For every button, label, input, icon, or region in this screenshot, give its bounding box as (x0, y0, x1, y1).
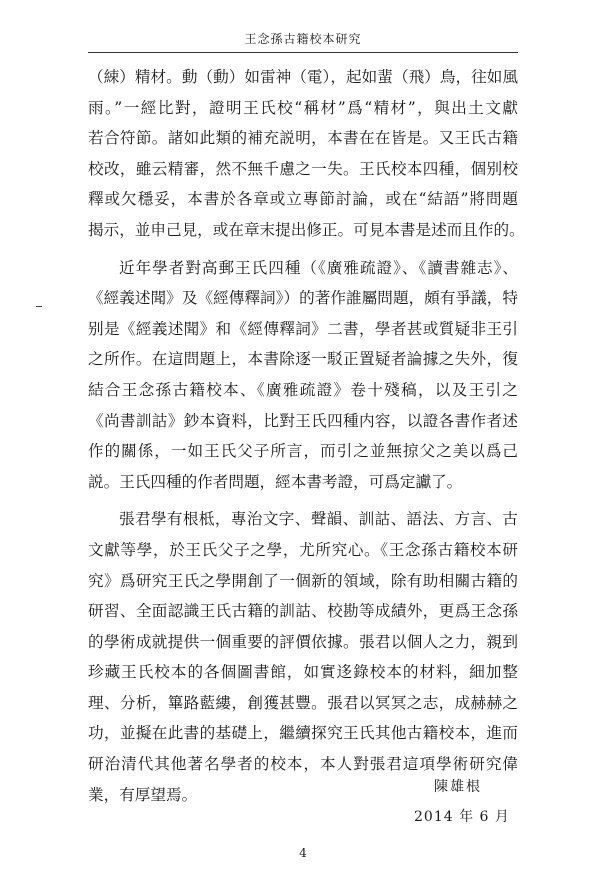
text-line: 《經義述聞》及《經傳釋詞》）的著作誰屬問題，頗有爭議，特 (88, 289, 518, 308)
text-line: 研習、全面認識王氏古籍的訓詁、校勘等成績外，更爲王念孫 (88, 602, 518, 621)
text-line: 業，有厚望焉。 (88, 785, 198, 804)
text-line: 究》爲研究王氏之學開創了一個新的領域，除有助相關古籍的 (88, 571, 518, 590)
text-line: 雨。”一經比對，證明王氏校“稱材”爲“精材”，與出土文獻 (88, 98, 518, 117)
text-line: 珍藏王氏校本的各個圖書館，如實迻錄校本的材料，細加整 (88, 663, 518, 682)
text-line: 張君學有根柢，專治文字、聲韻、訓詁、語法、方言、古 (119, 510, 518, 529)
text-line: 别是《經義述聞》和《經傳釋詞》二書，學者甚或質疑非王引 (88, 319, 518, 338)
body-text (88, 62, 525, 817)
text-line: （綀）精材。動（動）如雷神（電），起如蜚（飛）鳥，往如風 (88, 68, 518, 86)
text-line: 功，並擬在此書的基礎上，繼續探究王氏其他古籍校本，進而 (88, 724, 518, 743)
text-line: 若合符節。諸如此類的補充説明，本書在在皆是。又王氏古籍 (88, 129, 518, 148)
text-line: 之所作。在這問題上，本書除逐一駁正置疑者論據之失外，復 (88, 350, 518, 369)
text-line: 揭示，並申己見，或在章末提出修正。可見本書是述而且作的。 (88, 220, 525, 239)
text-line: 《尚書訓詁》鈔本資料，比對王氏四種内容，以證各書作者述 (88, 411, 518, 430)
paragraph-2 (88, 253, 518, 498)
signature-date: 2014 年 6 月 (414, 809, 510, 825)
text-line: 的學術成就提供一個重要的評價依據。張君以個人之力，親到 (88, 632, 518, 651)
text-line: 近年學者對高郵王氏四種（《廣雅疏證》、《讀書雜志》、 (119, 258, 518, 277)
text-line: 作的關係，一如王氏父子所言，而引之並無掠父之美以爲己 (88, 442, 518, 461)
text-line: 校改，雖云精審，然不無千慮之一失。王氏校本四種，個别校 (88, 159, 518, 178)
margin-mark (36, 306, 42, 307)
text-line: 説。王氏四種的作者問題，經本書考證，可爲定讞了。 (88, 472, 463, 491)
paragraph-3 (88, 504, 518, 810)
text-line: 理、分析，篳路藍縷，創獲甚豐。張君以冥冥之志，成赫赫之 (88, 693, 518, 712)
author-signature: 陳雄根 (434, 779, 482, 795)
text-line: 研治清代其他著名學者的校本，本人對張君這項學術研究偉 (88, 755, 518, 774)
text-line: 文獻等學，於王氏父子之學，尤所究心。《王念孫古籍校本研 (88, 540, 518, 559)
text-line: 釋或欠穩妥，本書於各章或立專節討論，或在“結語”將問題 (88, 190, 518, 209)
header-rule (88, 52, 518, 53)
running-header: 王念孫古籍校本研究 (244, 32, 362, 46)
paragraph-1 (88, 62, 525, 246)
text-line: 結合王念孫古籍校本、《廣雅疏證》卷十殘稿，以及王引之 (88, 380, 518, 399)
page-number: 4 (299, 846, 307, 860)
